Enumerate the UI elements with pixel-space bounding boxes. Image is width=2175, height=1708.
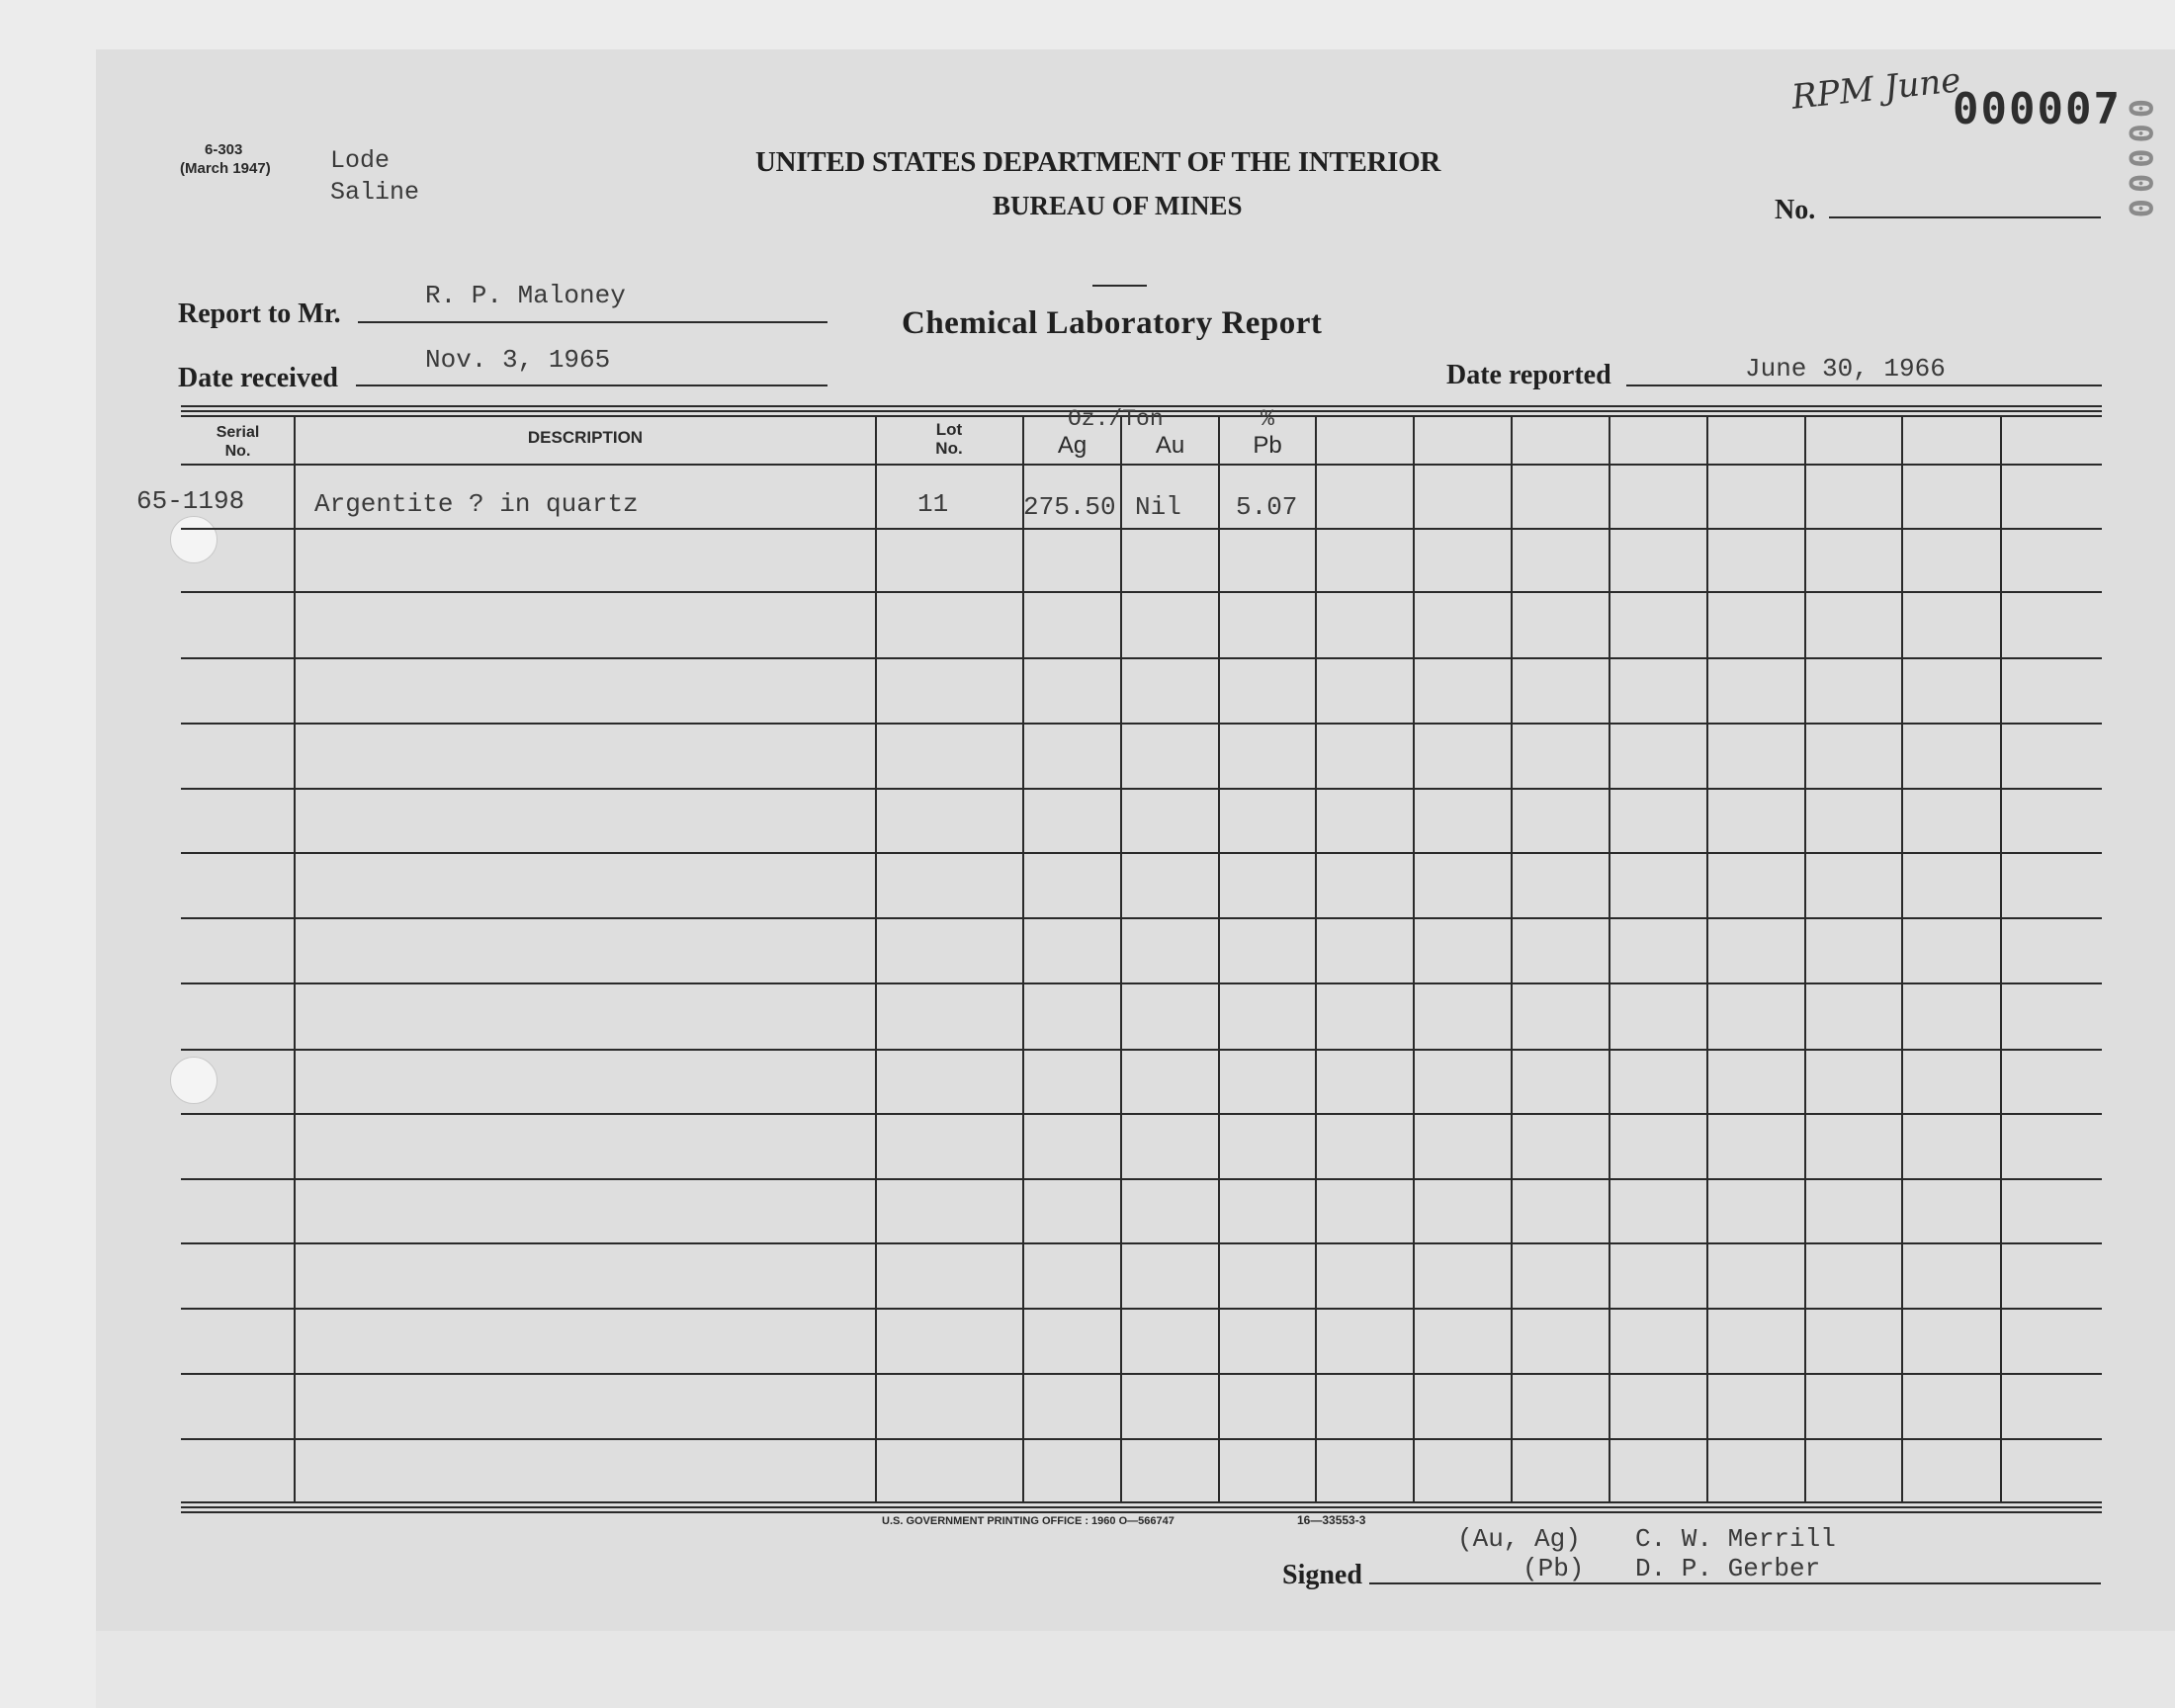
header-description: DESCRIPTION — [527, 428, 644, 447]
cell-serial: 65-1198 — [136, 486, 245, 516]
header-au: Au — [1155, 432, 1185, 459]
bureau-title: BUREAU OF MINES — [993, 191, 1243, 220]
date-received-label: Date received — [178, 363, 338, 393]
header-pb: Pb — [1253, 432, 1282, 459]
header-lot — [900, 420, 999, 458]
header-ag: Ag — [1057, 432, 1088, 459]
date-reported-value: June 30, 1966 — [1745, 354, 1946, 384]
district-lode: Lode — [330, 146, 391, 175]
form-edition: (March 1947) — [180, 160, 271, 177]
header-serial-top: Serial — [216, 424, 260, 441]
agency-title: UNITED STATES DEPARTMENT OF THE INTERIOR — [755, 146, 1441, 178]
signer1-elements: (Au, Ag) — [1457, 1524, 1581, 1554]
date-reported-label: Date reported — [1446, 360, 1611, 390]
header-lot-top: Lot — [935, 420, 963, 439]
report-title: Chemical Laboratory Report — [902, 305, 1323, 341]
cell-pb: 5.07 — [1236, 492, 1298, 522]
signer2-name: D. P. Gerber — [1635, 1554, 1821, 1583]
handwritten-note: RPM June — [1789, 60, 1963, 118]
cell-au: Nil — [1135, 492, 1181, 522]
no-label: No. — [1775, 195, 1816, 225]
cell-ag: 275.50 — [1023, 492, 1116, 522]
cell-description: Argentite ? in quartz — [314, 489, 639, 519]
form-number: 6-303 — [205, 141, 243, 158]
form-code: 16—33553-3 — [1297, 1513, 1366, 1527]
report-to-label: Report to Mr. — [178, 299, 341, 329]
signer2-elements: (Pb) — [1522, 1554, 1585, 1583]
cell-lot: 11 — [917, 489, 949, 519]
header-percent: % — [1261, 406, 1274, 432]
report-to-value: R. P. Maloney — [425, 281, 626, 310]
signed-label: Signed — [1282, 1560, 1362, 1590]
signer1-name: C. W. Merrill — [1635, 1524, 1836, 1554]
header-serial-bottom: No. — [224, 443, 251, 460]
header-lot-bottom: No. — [935, 439, 963, 458]
printing-office-imprint: U.S. GOVERNMENT PRINTING OFFICE : 1960 O—566747 — [882, 1515, 1174, 1527]
date-received-value: Nov. 3, 1965 — [425, 345, 611, 375]
header-serial — [181, 423, 295, 461]
district-saline: Saline — [330, 178, 420, 207]
vertical-stamp: 00000 — [2122, 99, 2159, 224]
document-stamp-number: 000007 — [1953, 84, 2122, 134]
header-oz-ton: Oz./Ton — [1068, 406, 1164, 432]
